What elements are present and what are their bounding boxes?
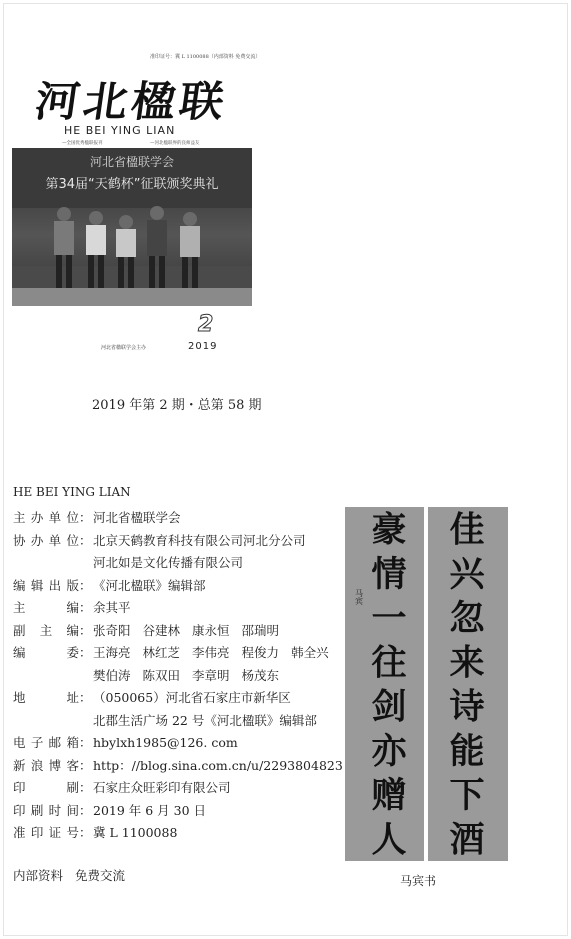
couplet-right-char: 忽 <box>449 598 485 640</box>
cover-title: 河北楹联 <box>31 78 231 127</box>
photo-banner-line2: 第34届“天鹤杯”征联颁奖典礼 <box>45 177 219 192</box>
cover-issue-year: 2019 <box>188 341 218 352</box>
couplet-left-char: 情 <box>371 553 407 595</box>
couplet-left-char: 赠 <box>371 775 407 817</box>
couplet-right-char: 兴 <box>449 553 485 595</box>
cover-slogan-right: —河北楹联界的良师益友 <box>150 141 200 146</box>
row-editorial-board: 编委 ： 王海亮 林红芝 李伟亮 程俊力 韩全兴 <box>13 645 329 660</box>
couplet-left-char: 豪 <box>371 509 407 551</box>
photo-banner-line1: 河北省楹联学会 <box>89 155 175 169</box>
row-co-sponsor: 协办单位 ： 北京天鹤教育科技有限公司河北分公司 <box>13 532 306 548</box>
row-permit: 准印证号 ： 冀 L 1100088 <box>13 825 178 840</box>
couplet-seal: 马宾 <box>354 589 364 605</box>
cover-pinyin: HE BEI YING LIAN <box>64 124 176 137</box>
couplet-right-char: 下 <box>449 775 485 817</box>
calligraphy-couplet <box>345 507 508 861</box>
row-sponsor: 主办单位 ： 河北省楹联学会 <box>13 510 181 525</box>
couplet-right-char: 佳 <box>449 509 485 551</box>
couplet-left-char: 人 <box>371 819 407 861</box>
row-printer: 印刷 ： 石家庄众旺彩印有限公司 <box>13 780 231 795</box>
cover-issue-number: 2 <box>198 312 214 337</box>
cover-slogan-left: —全国优秀楹联报刊 <box>62 141 103 146</box>
cover-sponsor: 河北省楹联学会主办 <box>101 345 147 351</box>
masthead-pinyin: HE BEI YING LIAN <box>13 485 131 499</box>
couplet-left-char: 亦 <box>371 730 407 772</box>
row-print-date: 印刷时间 ： 2019 年 6 月 30 日 <box>13 802 207 818</box>
issue-line: 2019 年第 2 期・总第 58 期 <box>92 398 262 413</box>
row-blog: 新浪博客 ： http：//blog.sina.com.cn/u/2293804823 <box>13 757 343 773</box>
cover-permit: 准印证号：冀 L 1100088（内部资料 免费交流） <box>150 54 261 60</box>
row-email: 电子邮箱 ： hbylxh1985@126. com <box>13 735 238 750</box>
couplet-left-char: 一 <box>371 598 407 640</box>
internal-note: 内部资料 免费交流 <box>13 868 126 883</box>
cover-photo <box>12 148 252 306</box>
couplet-left-char: 剑 <box>371 686 407 728</box>
masthead-info <box>13 507 343 845</box>
couplet-right-char: 能 <box>449 730 485 772</box>
couplet-left-char: 往 <box>371 642 407 684</box>
row-editor-in-chief: 主编 ： 余其平 <box>13 600 131 615</box>
couplet-caption: 马宾书 <box>400 874 437 888</box>
row-address-cont: 北郡生活广场 22 号《河北楹联》编辑部 <box>93 712 317 728</box>
row-publisher: 编辑出版 ： 《河北楹联》编辑部 <box>13 577 206 593</box>
couplet-right-char: 诗 <box>449 686 485 728</box>
row-deputy-editors: 副主编 ： 张奇阳 谷建林 康永恒 邵瑞明 <box>13 622 280 638</box>
row-editorial-board-cont: 樊伯涛 陈双田 李章明 杨茂东 <box>93 667 280 683</box>
couplet-right-char: 来 <box>449 642 485 684</box>
row-address: 地址 ： （050065）河北省石家庄市新华区 <box>13 690 291 705</box>
row-co-sponsor-cont: 河北如是文化传播有限公司 <box>93 555 244 570</box>
couplet-right-char: 酒 <box>449 819 485 861</box>
